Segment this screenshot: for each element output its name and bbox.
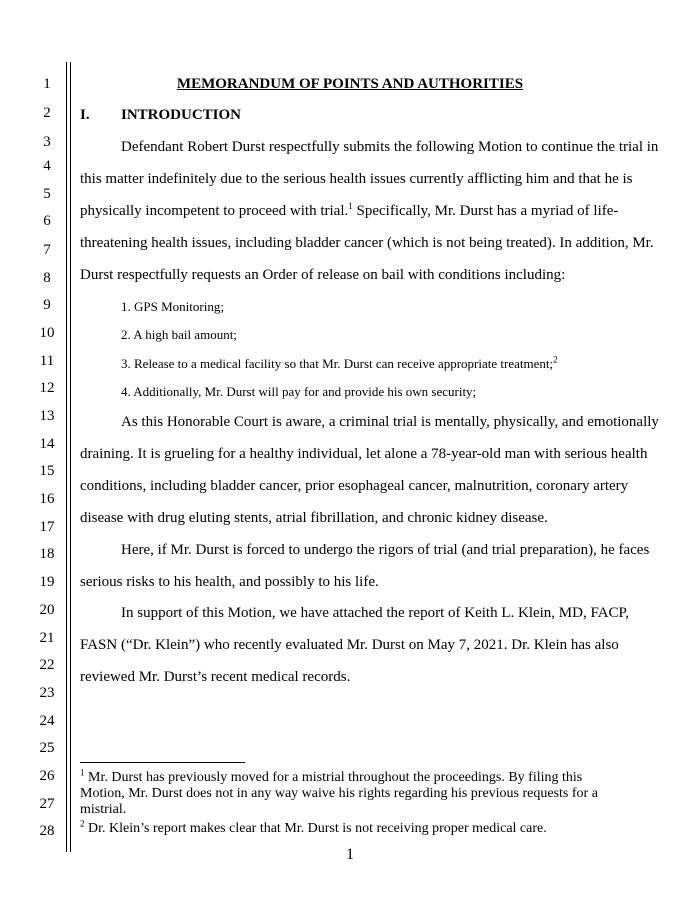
- line-number: 24: [39, 713, 55, 729]
- line-number: 9: [43, 297, 51, 313]
- footnote-separator: [80, 762, 245, 763]
- paragraph-line: Here, if Mr. Durst is forced to undergo the rigors of trial (and trial preparation), he faces: [121, 542, 650, 558]
- line-number: 23: [39, 685, 55, 701]
- margin-rule: [70, 62, 71, 852]
- list-item: 1. GPS Monitoring;: [121, 299, 224, 314]
- footnote-2: $^2$ Dr. Klein’s report makes clear that Mr. Durst is not receiving proper medical care.: [80, 818, 547, 836]
- line-number: 1: [43, 76, 51, 92]
- line-number: 2: [43, 105, 51, 121]
- line-number: 28: [39, 823, 55, 839]
- paragraph-line: FASN (“Dr. Klein”) who recently evaluated Mr. Durst on May 7, 2021. Dr. Klein has also: [80, 637, 619, 653]
- line-number: 14: [39, 436, 55, 452]
- list-item: 2. A high bail amount;: [121, 327, 237, 342]
- paragraph-line: disease with drug eluting stents, atrial fibrillation, and chronic kidney disease.: [80, 510, 548, 526]
- section-title: INTRODUCTION: [121, 107, 242, 123]
- footnote-ref: 1: [348, 201, 353, 211]
- paragraph-line: As this Honorable Court is aware, a criminal trial is mentally, physically, and emotionally: [121, 414, 659, 430]
- line-number: 19: [39, 574, 55, 590]
- paragraph-line: reviewed Mr. Durst’s recent medical records.: [80, 669, 351, 685]
- line-number: 8: [43, 270, 51, 286]
- footnote-marker: 1: [80, 767, 85, 778]
- section-number: I.: [80, 107, 90, 123]
- paragraph-line: serious risks to his health, and possibly to his life.: [80, 574, 379, 590]
- line-number: 22: [39, 657, 55, 673]
- footnote-1: $^1$ Mr. Durst has previously moved for a mistrial throughout the proceedings. By filing this Motion, Mr. Durst does not in any way waive his rights regarding his previous requests for a mistrial.: [80, 767, 598, 817]
- paragraph-line: conditions, including bladder cancer, prior esophageal cancer, malnutrition, coronary artery: [80, 478, 629, 494]
- list-item: 4. Additionally, Mr. Durst will pay for and provide his own security;: [121, 384, 477, 399]
- paragraph-line: threatening health issues, including bladder cancer (which is not being treated). In addition, Mr.: [80, 235, 654, 251]
- line-number: 21: [39, 630, 55, 646]
- line-number: 5: [43, 186, 51, 202]
- line-number: 4: [43, 158, 51, 174]
- margin-rule: [66, 62, 67, 852]
- paragraph-line: Durst respectfully requests an Order of release on bail with conditions including:: [80, 267, 566, 283]
- footnote-marker: 2: [80, 818, 85, 829]
- line-number: 15: [39, 463, 55, 479]
- paragraph-line: Defendant Robert Durst respectfully submits the following Motion to continue the trial in: [121, 139, 659, 155]
- line-number: 18: [39, 546, 55, 562]
- line-number: 10: [39, 325, 55, 341]
- list-item: 3. Release to a medical facility so that Mr. Durst can receive appropriate treatment;$^2$: [121, 354, 558, 371]
- memo-heading: MEMORANDUM OF POINTS AND AUTHORITIES: [176, 76, 524, 92]
- line-number: 17: [39, 519, 55, 535]
- line-number: 12: [39, 380, 55, 396]
- line-number: 6: [43, 213, 51, 229]
- line-number: 11: [39, 353, 55, 369]
- line-number: 27: [39, 796, 55, 812]
- footnote-ref: 2: [553, 354, 558, 365]
- line-number: 7: [43, 242, 51, 258]
- paragraph-line: In support of this Motion, we have attached the report of Keith L. Klein, MD, FACP,: [121, 605, 629, 621]
- line-number: 26: [39, 768, 55, 784]
- line-number: 20: [39, 602, 55, 618]
- paragraph-line: draining. It is grueling for a healthy individual, let alone a 78-year-old man with serious health: [80, 446, 648, 462]
- line-number: 3: [43, 134, 51, 150]
- paragraph-line: this matter indefinitely due to the serious health issues currently afflicting him and that he is: [80, 171, 633, 187]
- line-number: 16: [39, 491, 55, 507]
- page-number: 1: [346, 846, 354, 863]
- line-number: 13: [39, 408, 55, 424]
- paragraph-line: physically incompetent to proceed with trial.$^1$ Specifically, Mr. Durst has a myriad of life-: [80, 201, 619, 219]
- line-number: 25: [39, 740, 55, 756]
